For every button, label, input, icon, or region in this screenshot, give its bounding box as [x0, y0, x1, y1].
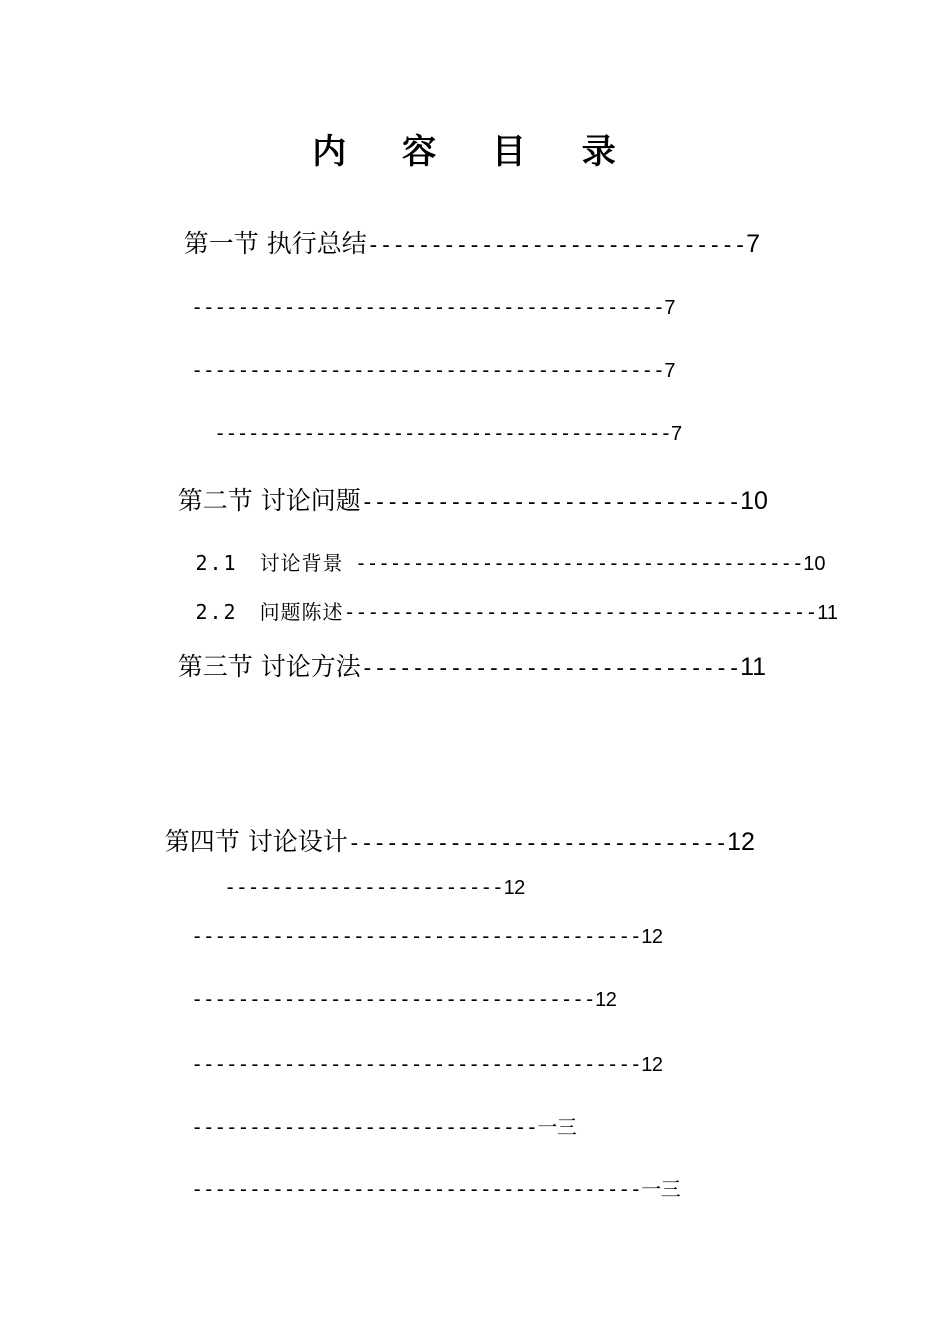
toc-entry-unlabeled[interactable] [168, 403, 682, 464]
toc-entry-section-2[interactable] [146, 463, 768, 539]
toc-entry-label: 第四节 讨论设计 [164, 827, 348, 856]
toc-entry-unlabeled[interactable] [145, 340, 675, 401]
toc-leader: ------------------------------ [347, 831, 728, 856]
toc-page-number: 7 [746, 230, 761, 258]
toc-leader: ----------------------------------------- [191, 295, 665, 319]
toc-page-number: 10 [803, 553, 826, 575]
toc-entry-label: 第一节 执行总结 [183, 229, 367, 258]
toc-entry-label: 讨论背景 [259, 551, 344, 575]
toc-leader: ----------------------------------------- [214, 421, 671, 445]
toc-page-number: 7 [664, 360, 675, 382]
toc-page-number: 11 [817, 602, 838, 624]
toc-entry-label: 第三节 讨论方法 [177, 652, 361, 681]
toc-entry-section-3[interactable] [146, 629, 766, 705]
toc-page-number: 12 [727, 828, 755, 856]
toc-leader: --------------------------------------- [191, 924, 642, 948]
toc-leader: --------------------------------------- [343, 551, 804, 575]
toc-page-number: 12 [641, 1054, 663, 1076]
toc-page-number: 11 [740, 653, 767, 681]
toc-page-number: 7 [664, 297, 675, 319]
toc-leader: --------------------------------------- [191, 1177, 642, 1201]
toc-leader: ------------------------------ [360, 490, 741, 515]
toc-page-number: 7 [670, 423, 682, 445]
toc-entry-label: 第二节 讨论问题 [177, 486, 361, 515]
toc-entry-unlabeled[interactable] [145, 969, 616, 1030]
toc-page-number: 12 [641, 926, 663, 948]
toc-entry-unlabeled[interactable] [145, 1159, 680, 1219]
toc-entry-section-1[interactable] [152, 206, 760, 282]
toc-leader: ----------------------------------- [191, 987, 596, 1011]
toc-entry-unlabeled[interactable] [145, 906, 663, 967]
toc-leader: ------------------------------ [360, 656, 741, 681]
toc-leader: ----------------------------------------- [191, 358, 665, 382]
toc-page-number: 12 [503, 877, 525, 899]
toc-entry-number: 2.1 [195, 551, 238, 575]
toc-page-number: 一三 [537, 1115, 577, 1139]
toc-entry-label: 问题陈述 [259, 600, 344, 624]
toc-leader: ------------------------------ [191, 1115, 538, 1139]
toc-leader: ---------------------------------------- [343, 600, 818, 624]
toc-entry-number: 2.2 [195, 600, 238, 624]
toc-page-number: 10 [740, 487, 768, 515]
toc-title: 内 容 目 录 [312, 132, 638, 172]
toc-page-number: 12 [595, 989, 617, 1011]
toc-page-number: 一三 [641, 1177, 681, 1201]
toc-entry-unlabeled[interactable] [145, 277, 675, 338]
toc-entry-unlabeled[interactable] [145, 1097, 576, 1157]
toc-leader: --------------------------------------- [191, 1052, 642, 1076]
toc-entry-unlabeled[interactable] [145, 1034, 663, 1095]
toc-leader: ------------------------ [224, 875, 504, 899]
toc-leader: ------------------------------ [366, 233, 747, 258]
